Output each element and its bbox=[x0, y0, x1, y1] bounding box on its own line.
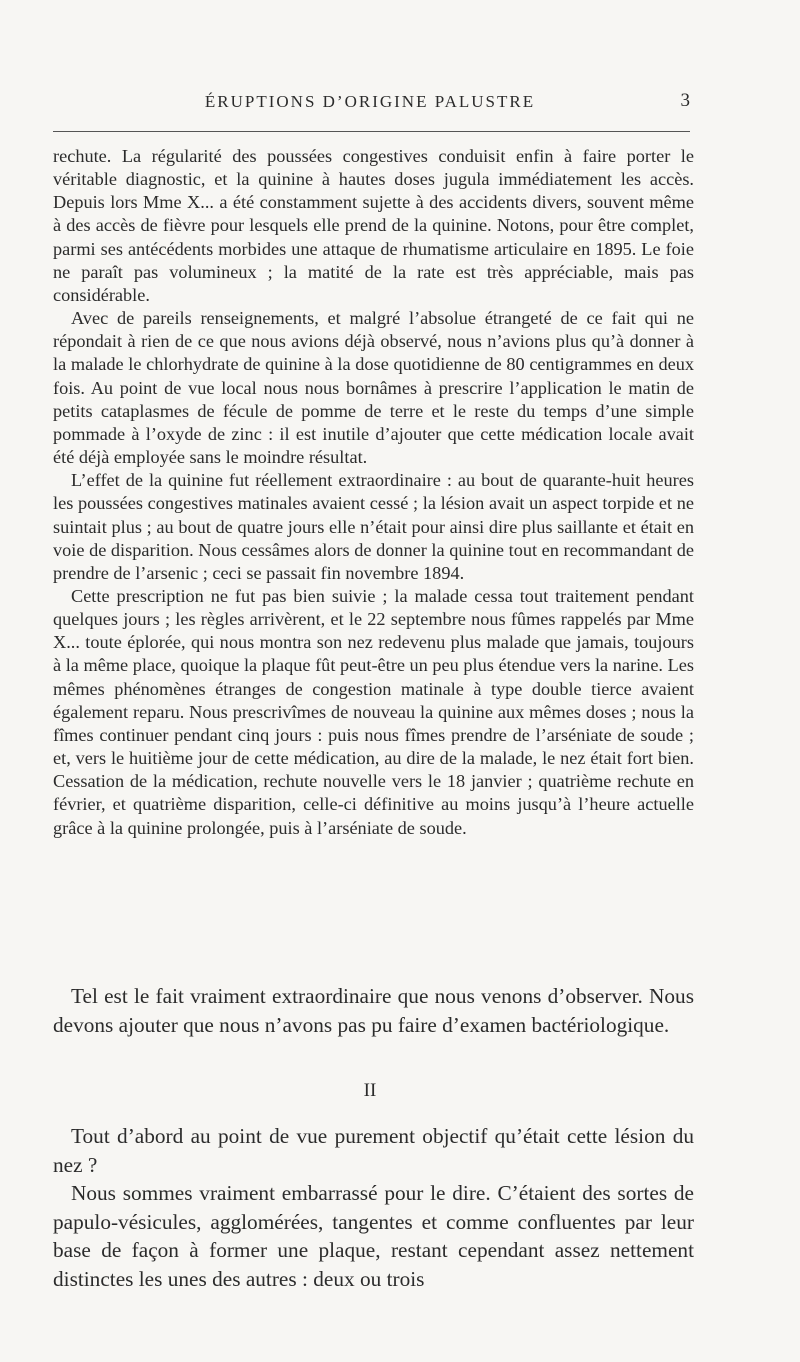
section-block bbox=[53, 1122, 694, 1293]
paragraph-question: Tout d’abord au point de vue purement objectif qu’était cette lésion du nez ? bbox=[53, 1124, 694, 1177]
section-number: II bbox=[363, 1080, 377, 1101]
paragraph-description: Nous sommes vraiment embarrassé pour le dire. C’étaient des sortes de papulo-vésicules, agglomérées, tangentes et comme confluentes par leur base de façon à former une plaque, restant cependant assez nettement distinctes les unes des autres : deux ou trois bbox=[53, 1181, 694, 1291]
paragraph-rechute: rechute. La régularité des poussées congestives conduisit enfin à faire porter le véritable diagnostic, et la quinine à hautes doses jugula immédiatement les accès. Depuis lors Mme X... a été constamment sujette à des accidents divers, souvent même à des accès de fièvre pour lesquels elle prend de la quinine. Notons, pour être complet, parmi ses antécédents morbides une attaque de rhumatisme articulaire en 1895. Le foie ne paraît pas volumineux ; la matité de la rate est très appréciable, mais pas considérable. bbox=[53, 146, 694, 305]
paragraph-effet-quinine: L’effet de la quinine fut réellement extraordinaire : au bout de quarante-huit heures les poussées congestives matinales avaient cessé ; la lésion avait un aspect torpide et ne suintait plus ; au bout de quatre jours elle n’était pour ainsi dire plus saillante et était en voie de disparition. Nous cessâmes alors de donner la quinine tout en recommandant de prendre de l’arsenic ; ceci se passait fin novembre 1894. bbox=[53, 470, 694, 583]
paragraph-conclusion: Tel est le fait vraiment extraordinaire que nous venons d’observer. Nous devons ajouter que nous n’avons pas pu faire d’examen bactériologique. bbox=[53, 984, 694, 1037]
paragraph-renseignements: Avec de pareils renseignements, et malgré l’absolue étrangeté de ce fait qui ne répondait à rien de ce que nous avions déjà observé, nous n’avions plus qu’à donner à la malade le chlorhydrate de quinine à la dose quotidienne de 80 centigrammes en deux fois. Au point de vue local nous nous bornâmes à prescrire l’application le matin de petits cataplasmes de fécule de pomme de terre et le reste du temps d’une simple pommade à l’oxyde de zinc : il est inutile d’ajouter que cette médication locale avait été déjà employée sans le moindre résultat. bbox=[53, 308, 694, 468]
header-rule bbox=[53, 131, 690, 132]
running-title: ÉRUPTIONS D’ORIGINE PALUSTRE bbox=[204, 92, 536, 111]
small-print-block bbox=[53, 145, 694, 840]
conclusion-block bbox=[53, 982, 694, 1039]
paragraph-prescription: Cette prescription ne fut pas bien suivie ; la malade cessa tout traitement pendant quelques jours ; les règles arrivèrent, et le 22 septembre nous fûmes rappelés par Mme X... toute éplorée, qui nous montra son nez redevenu plus malade que jamais, toujours à la même place, quoique la plaque fût peut-être un peu plus étendue vers la narine. Les mêmes phénomènes étranges de congestion matinale à type double tierce avaient également reparu. Nous prescrivîmes de nouveau la quinine aux mêmes doses ; nous la fîmes continuer pendant cinq jours : puis nous fîmes prendre de l’arséniate de soude ; et, vers le huitième jour de cette médication, au dire de la malade, le nez était fort bien. Cessation de la médication, rechute nouvelle vers le 18 janvier ; quatrième rechute en février, et quatrième disparition, celle-ci définitive au moins jusqu’à l’heure actuelle grâce à la quinine prolongée, puis à l’arséniate de soude. bbox=[53, 585, 694, 838]
running-head bbox=[0, 90, 800, 114]
page-number: 3 bbox=[680, 90, 690, 111]
